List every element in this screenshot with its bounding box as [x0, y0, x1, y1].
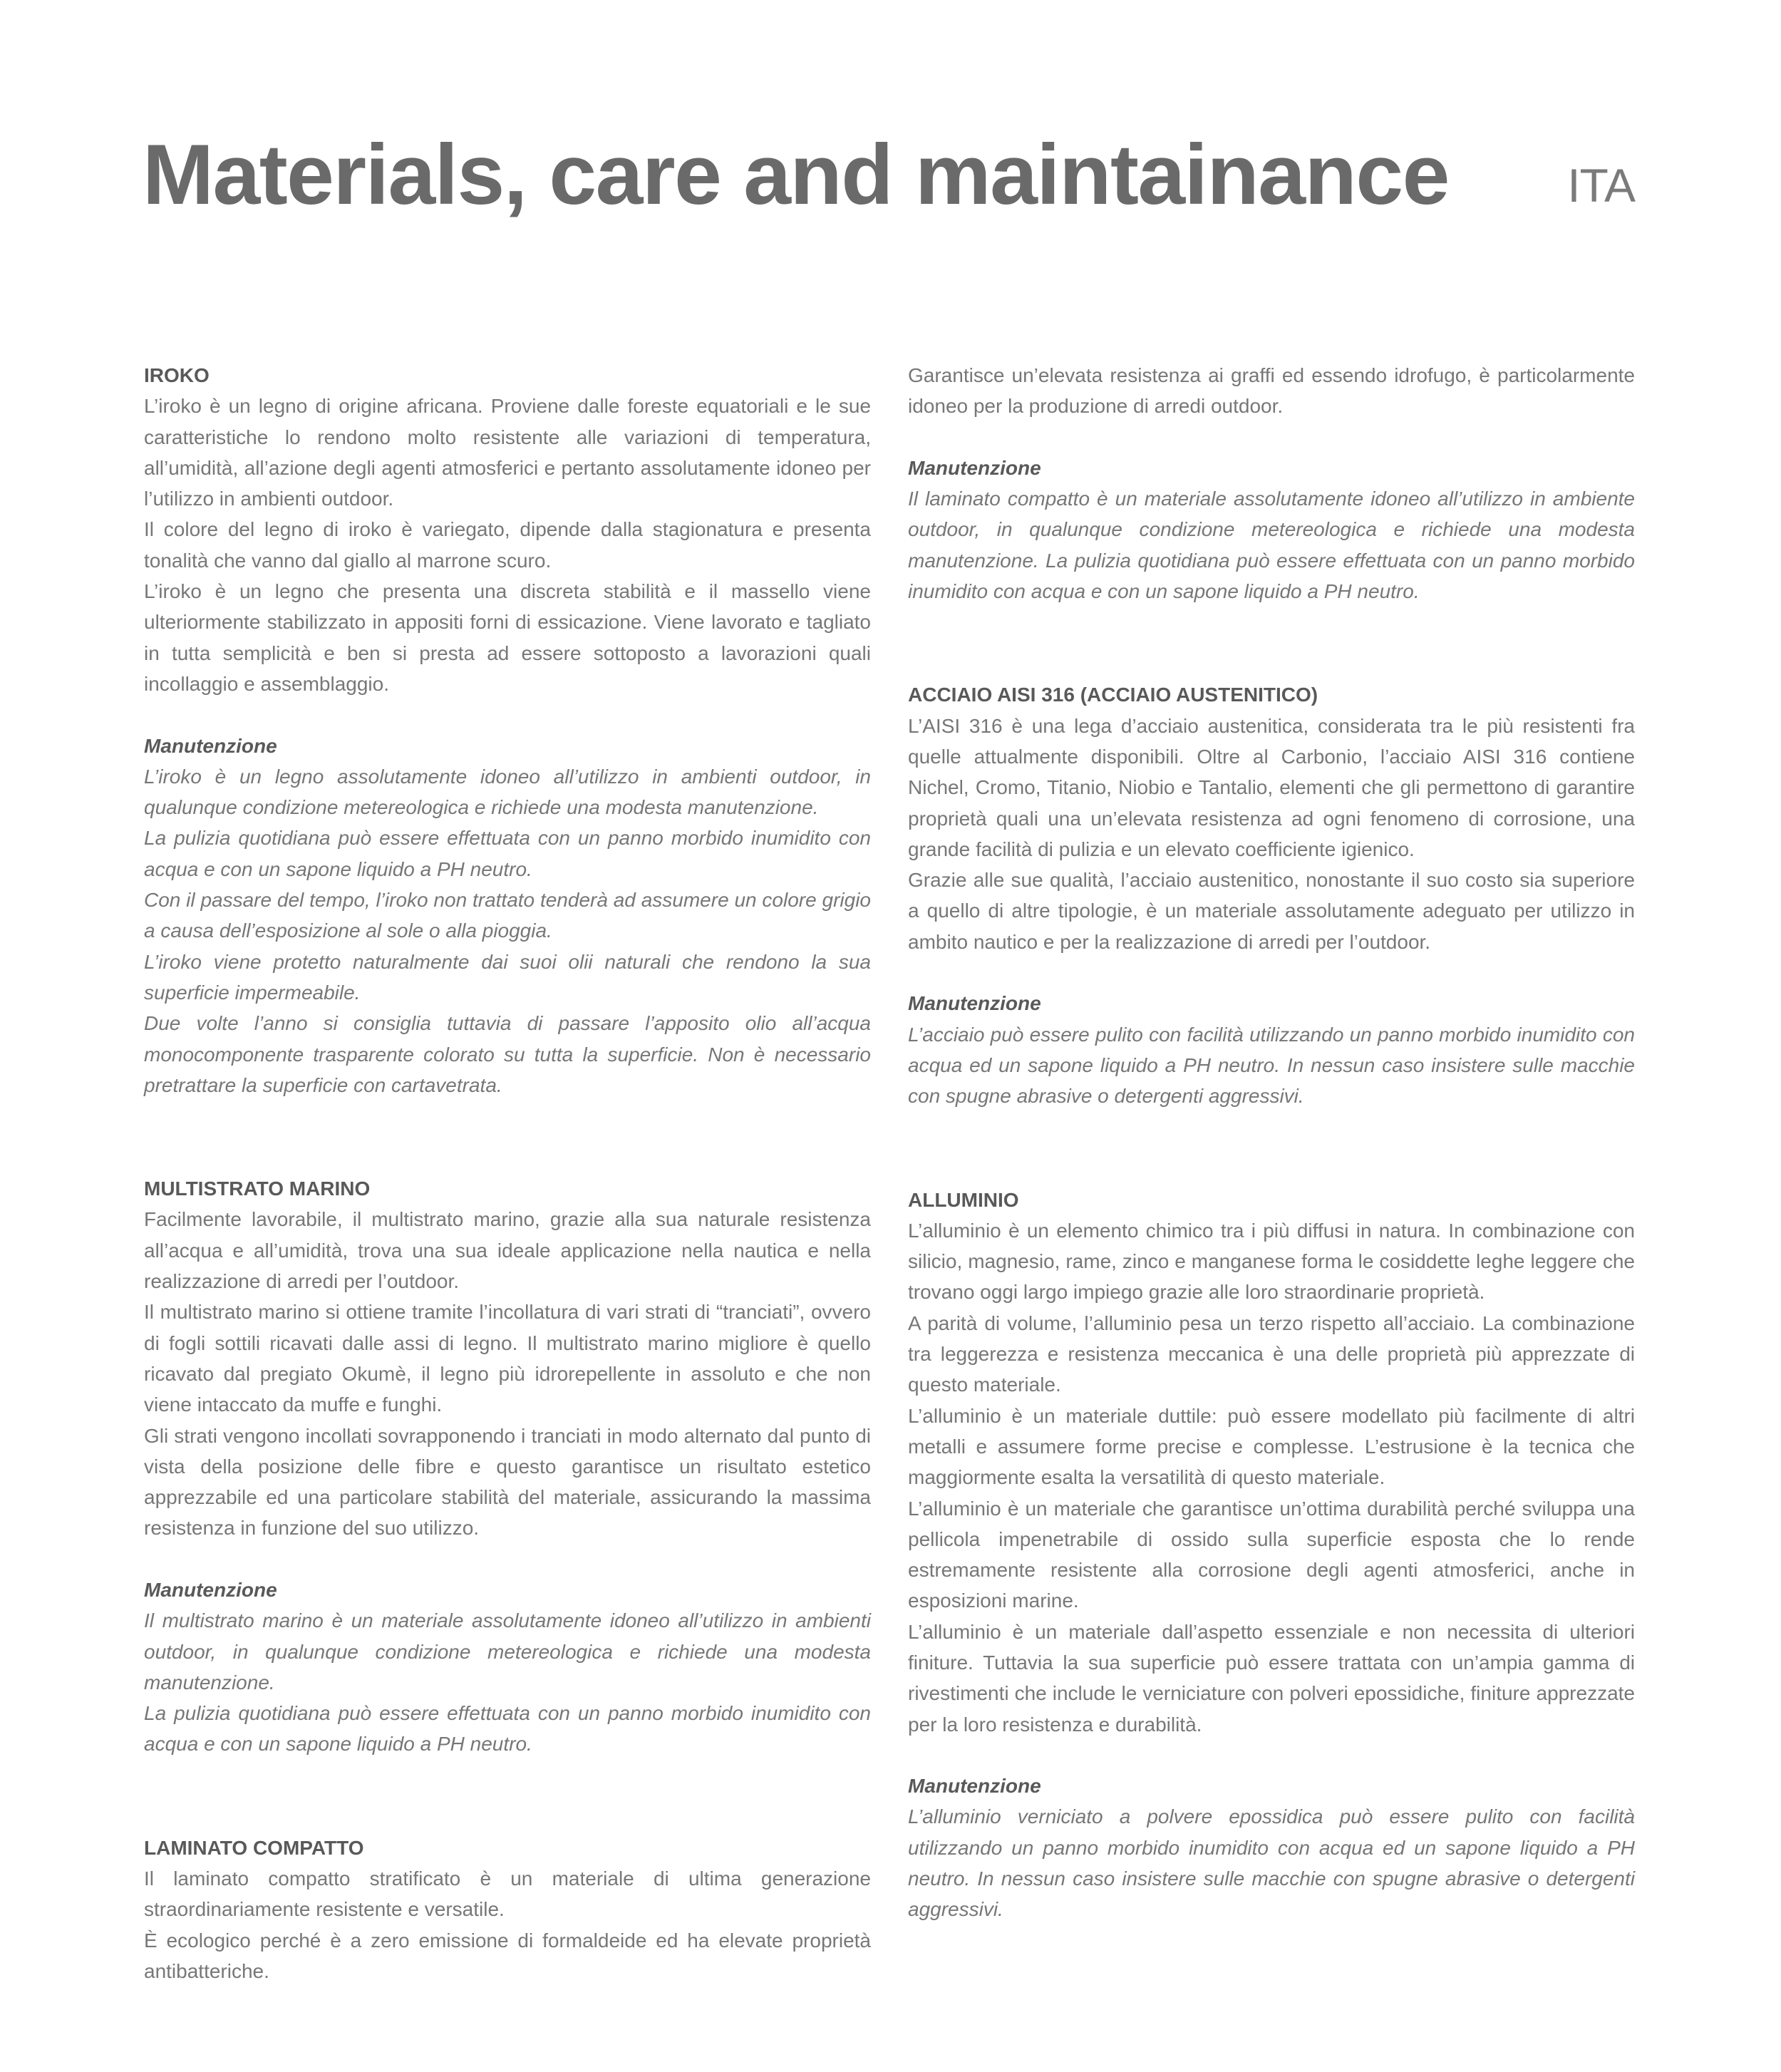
paragraph: Garantisce un’elevata resistenza ai graffi ed essendo idrofugo, è particolarmente idoneo per la produzione di arredi outdoor.: [908, 364, 1635, 418]
maintenance-text: Il laminato compatto è un materiale assolutamente idoneo all’utilizzo in ambiente outdoor, in qualunque condizione metereologica e richiede una modesta manutenzione. La pulizia quotidiana può essere effettuata con un panno morbido inumidito con acqua e con un sapone liquido a PH neutro.: [908, 488, 1635, 603]
paragraph: L’alluminio è un materiale dall’aspetto essenziale e non necessita di ulteriori finiture. Tuttavia la sua superficie può essere trattata con un’ampia gamma di rivestimenti che include le verniciature con polveri epossidiche, finiture apprezzate per la loro resistenza e durabilità.: [908, 1620, 1635, 1736]
page-title: Materials, care and maintainance: [143, 127, 1449, 222]
section-laminato-compatto-continued: [908, 360, 1635, 607]
paragraph: L’iroko è un legno di origine africana. Proviene dalle foreste equatoriali e le sue caratteristiche lo rendono molto resistente alle variazioni di temperatura, all’umidità, all’azione degli agenti atmosferici e pertanto assolutamente idoneo per l’utilizzo in ambienti outdoor.: [144, 395, 871, 510]
maintenance-text: Due volte l’anno si consiglia tuttavia di passare l’apposito olio all’acqua monocomponente trasparente colorato su tutta la superficie. Non è necessario pretrattare la superficie con cartavetrata.: [144, 1012, 871, 1096]
paragraph: L’iroko è un legno che presenta una discreta stabilità e il massello viene ulteriormente stabilizzato in appositi forni di essicazione. Viene lavorato e tagliato in tutta semplicità e ben si presta ad essere sottoposto a lavorazioni quali incollaggio e assemblaggio.: [144, 580, 871, 695]
maintenance-text: L’alluminio verniciato a polvere epossidica può essere pulito con facilità utilizzando un panno morbido inumidito con acqua ed un sapone liquido a PH neutro. In nessun caso insistere sulle macchie con spugne abrasive o detergenti aggressivi.: [908, 1805, 1635, 1921]
section-title: ACCIAIO AISI 316 (ACCIAIO AUSTENITICO): [908, 684, 1318, 706]
paragraph: L’alluminio è un materiale che garantisce un’ottima durabilità perché sviluppa una pellicola impenetrabile di ossido sulla superficie esposta che lo rende estremamente resistente alla corrosione degli agenti atmosferici, anche in esposizioni marine.: [908, 1497, 1635, 1612]
paragraph: Grazie alle sue qualità, l’acciaio austenitico, nonostante il suo costo sia superiore a quello di altre tipologie, è un materiale assolutamente adeguato per utilizzo in ambito nautico e per la realizzazione di arredi per l’outdoor.: [908, 869, 1635, 953]
maintenance-text: La pulizia quotidiana può essere effettuata con un panno morbido inumidito con acqua e con un sapone liquido a PH neutro.: [144, 827, 871, 880]
maintenance-title: Manutenzione: [144, 1578, 277, 1601]
paragraph: Il laminato compatto stratificato è un materiale di ultima generazione straordinariamente resistente e versatile.: [144, 1867, 871, 1921]
maintenance-title: Manutenzione: [144, 734, 277, 757]
section-alluminio: [908, 1185, 1635, 1925]
section-title: ALLUMINIO: [908, 1188, 1019, 1211]
section-iroko: [144, 360, 871, 1101]
section-title: LAMINATO COMPATTO: [144, 1836, 364, 1859]
paragraph: È ecologico perché è a zero emissione di formaldeide ed ha elevate proprietà antibatteriche.: [144, 1929, 871, 1982]
section-multistrato-marino: [144, 1173, 871, 1760]
language-label: ITA: [1567, 159, 1635, 212]
section-title: MULTISTRATO MARINO: [144, 1177, 371, 1200]
maintenance-text: L’iroko è un legno assolutamente idoneo all’utilizzo in ambienti outdoor, in qualunque condizione metereologica e richiede una modesta manutenzione.: [144, 765, 871, 819]
paragraph: L’alluminio è un materiale duttile: può essere modellato più facilmente di altri metalli e assumere forme precise e complesse. L’estrusione è la tecnica che maggiormente esalta la versatilità di questo materiale.: [908, 1404, 1635, 1489]
maintenance-text: L’acciaio può essere pulito con facilità utilizzando un panno morbido inumidito con acqua ed un sapone liquido a PH neutro. In nessun caso insistere sulle macchie con spugne abrasive o detergenti aggressivi.: [908, 1023, 1635, 1108]
paragraph: L’alluminio è un elemento chimico tra i più diffusi in natura. In combinazione con silicio, magnesio, rame, zinco e manganese forma le cosiddette leghe leggere che trovano oggi largo impiego grazie alle loro straordinarie proprietà.: [908, 1219, 1635, 1304]
section-title: IROKO: [144, 364, 210, 386]
right-column: [908, 360, 1635, 1998]
paragraph: Facilmente lavorabile, il multistrato marino, grazie alla sua naturale resistenza all’acqua e all’umidità, trova una sua ideale applicazione nella nautica e nella realizzazione di arredi per l’outdoor.: [144, 1208, 871, 1293]
maintenance-text: L’iroko viene protetto naturalmente dai suoi olii naturali che rendono la sua superficie impermeabile.: [144, 950, 871, 1004]
maintenance-title: Manutenzione: [908, 992, 1041, 1015]
left-column: [144, 360, 871, 2059]
maintenance-text: Con il passare del tempo, l’iroko non trattato tenderà ad assumere un colore grigio a causa dell’esposizione al sole o alla pioggia.: [144, 889, 871, 942]
maintenance-text: Il multistrato marino è un materiale assolutamente idoneo all’utilizzo in ambienti outdoor, in qualunque condizione metereologica e richiede una modesta manutenzione.: [144, 1609, 871, 1694]
paragraph: Gli strati vengono incollati sovrapponendo i tranciati in modo alternato dal punto di vista della posizione delle fibre e questo garantisce un risultato estetico apprezzabile ed una particolare stabilità del materiale, assicurando la massima resistenza in funzione del suo utilizzo.: [144, 1424, 871, 1540]
paragraph: A parità di volume, l’alluminio pesa un terzo rispetto all’acciaio. La combinazione tra leggerezza e resistenza meccanica è una delle proprietà più apprezzate di questo materiale.: [908, 1311, 1635, 1396]
section-acciaio-aisi-316: [908, 679, 1635, 1111]
paragraph: L’AISI 316 è una lega d’acciaio austenitica, considerata tra le più resistenti fra quelle attualmente disponibili. Oltre al Carbonio, l’acciaio AISI 316 contiene Nichel, Cromo, Titanio, Niobio e Tantalio, elementi che gli permettono di garantire proprietà quali una un’elevata resistenza ad ogni fenomeno di corrosione, una grande facilità di pulizia e un elevato coefficiente igienico.: [908, 714, 1635, 860]
maintenance-text: La pulizia quotidiana può essere effettuata con un panno morbido inumidito con acqua e con un sapone liquido a PH neutro.: [144, 1702, 871, 1756]
maintenance-title: Manutenzione: [908, 1775, 1041, 1798]
maintenance-title: Manutenzione: [908, 456, 1041, 479]
paragraph: Il colore del legno di iroko è variegato, dipende dalla stagionatura e presenta tonalità che vanno dal giallo al marrone scuro.: [144, 518, 871, 572]
paragraph: Il multistrato marino si ottiene tramite l’incollatura di vari strati di “tranciati”, ovvero di fogli sottili ricavati dalle assi di legno. Il multistrato marino migliore è quello ricavato dal pregiato Okumè, il legno più idrorepellente in assoluto e che non viene intaccato da muffe e funghi.: [144, 1301, 871, 1416]
section-laminato-compatto: [144, 1833, 871, 1986]
